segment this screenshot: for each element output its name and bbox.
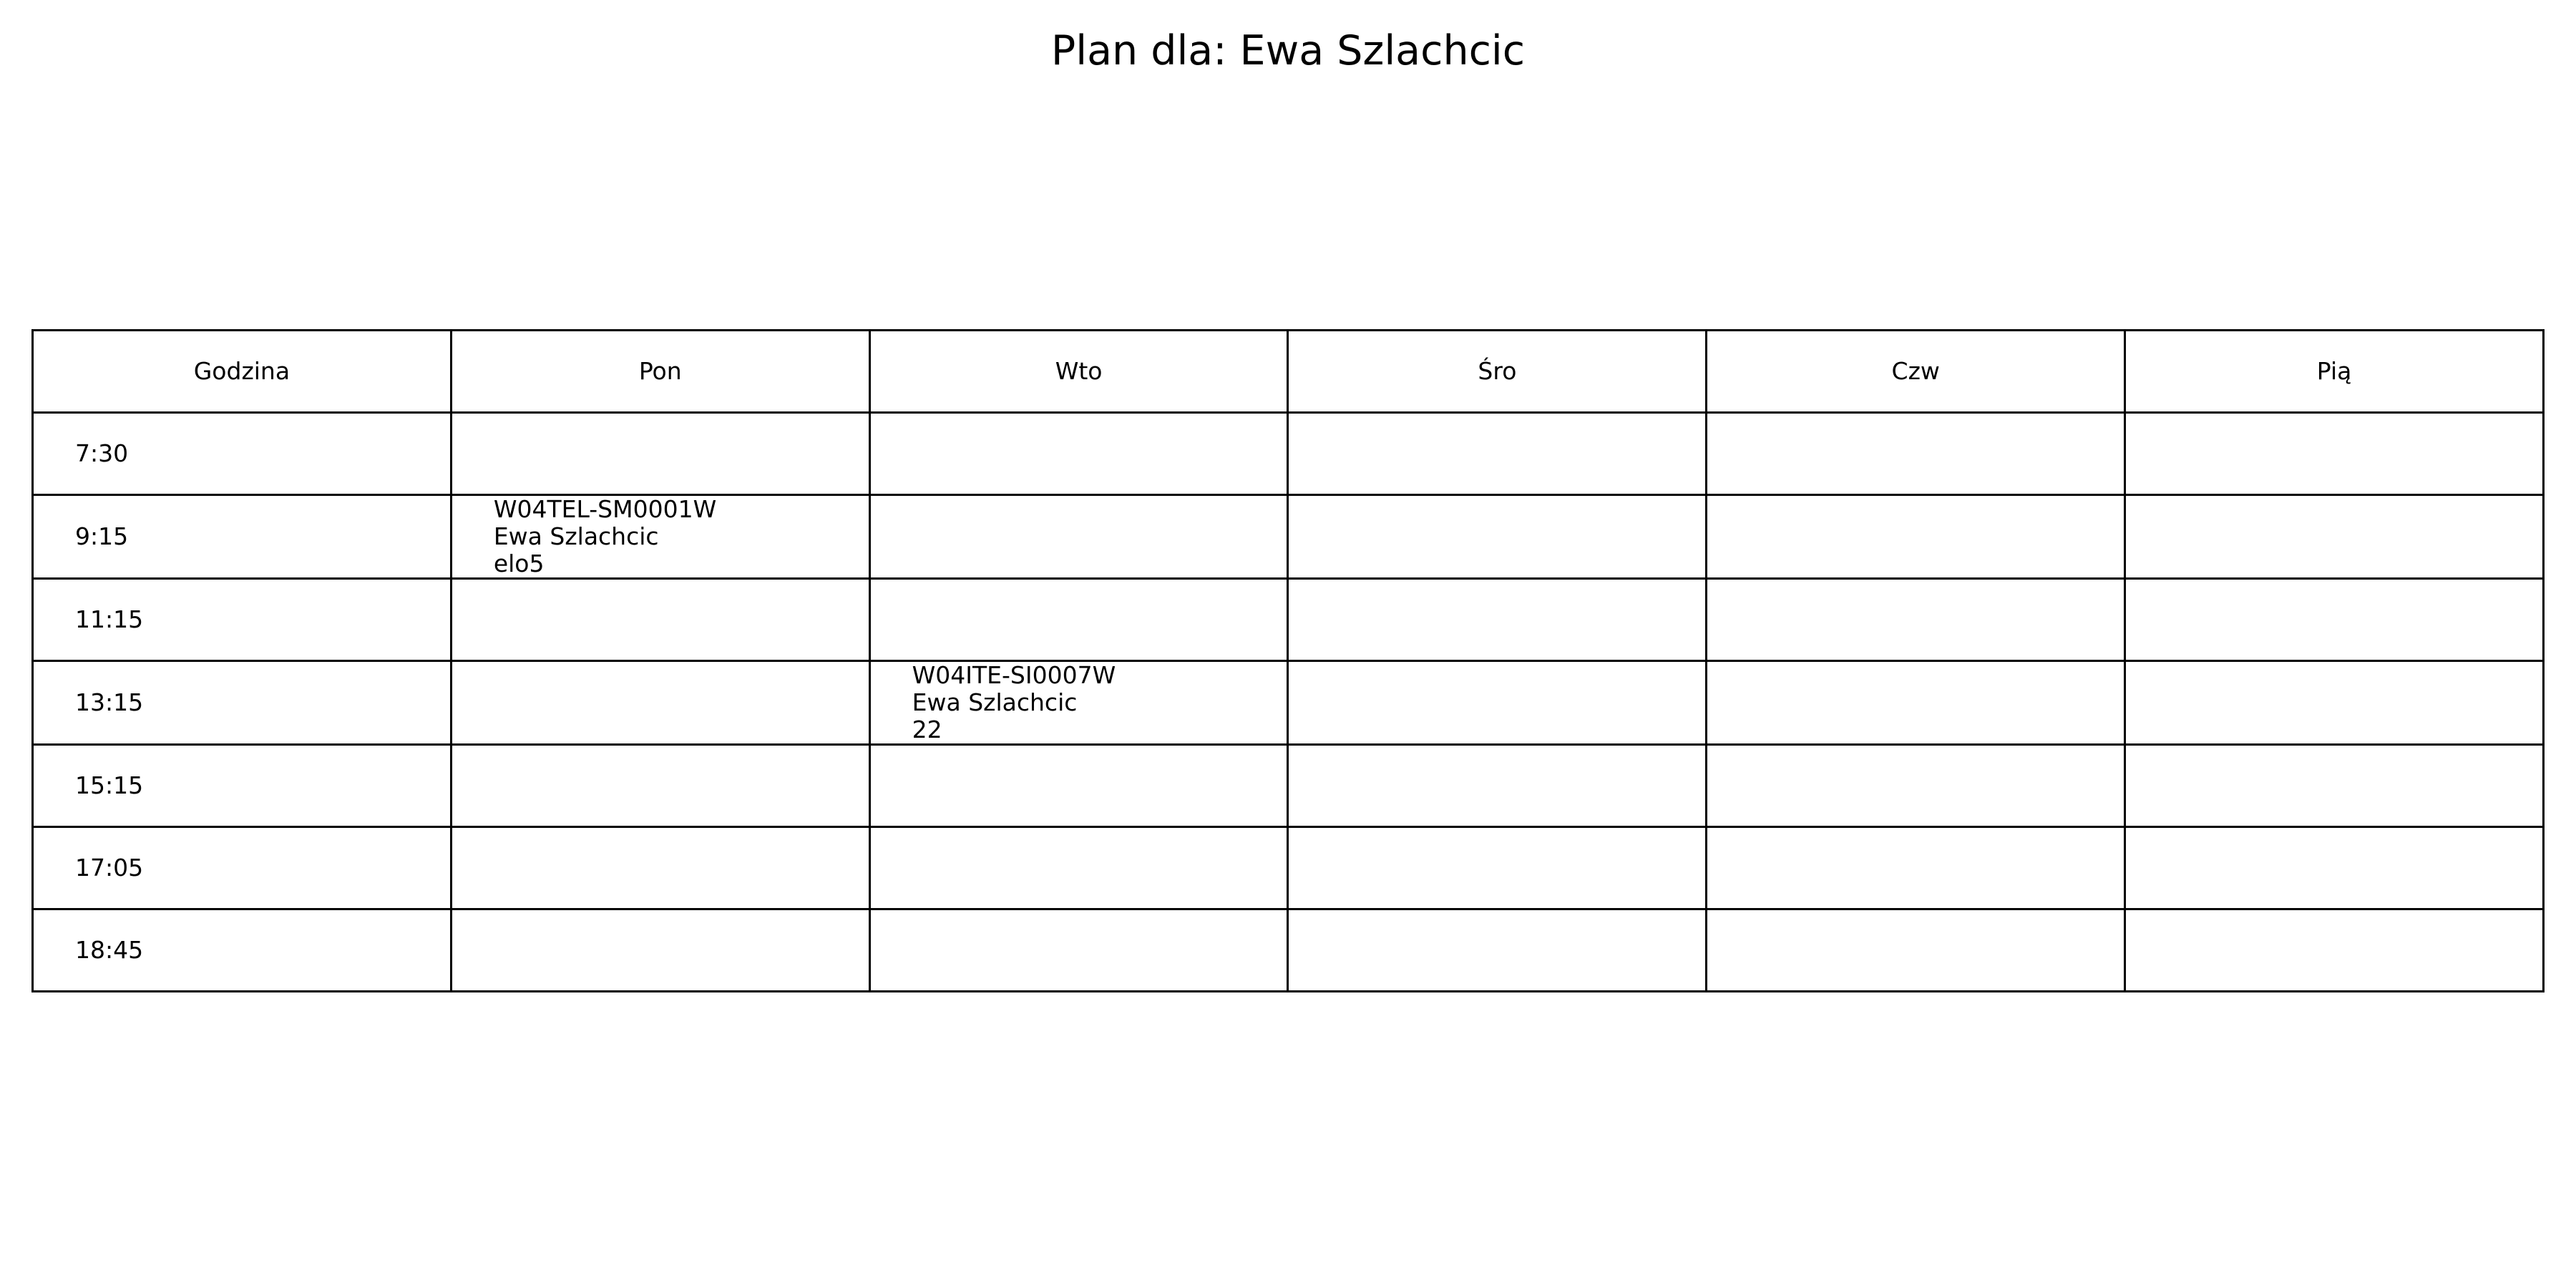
room-label: 22 bbox=[912, 716, 942, 743]
empty-slot-cell bbox=[451, 827, 869, 909]
time-cell: 18:45 bbox=[33, 909, 452, 992]
empty-slot-cell bbox=[1707, 413, 2125, 495]
empty-slot-cell bbox=[451, 661, 869, 745]
empty-slot-cell bbox=[869, 413, 1288, 495]
empty-slot-cell bbox=[2125, 909, 2544, 992]
empty-slot-cell bbox=[2125, 495, 2544, 579]
table-row bbox=[33, 495, 2544, 579]
column-header-day: Śro bbox=[1288, 331, 1707, 413]
empty-slot-cell bbox=[1288, 827, 1707, 909]
time-cell: 7:30 bbox=[33, 413, 452, 495]
empty-slot-cell bbox=[1707, 827, 2125, 909]
instructor-name: Ewa Szlachcic bbox=[493, 522, 659, 550]
header-row bbox=[33, 331, 2544, 413]
empty-slot-cell bbox=[451, 909, 869, 992]
table-row bbox=[33, 745, 2544, 827]
page-title: Plan dla: Ewa Szlachcic bbox=[1050, 27, 1526, 74]
column-header-day: Wto bbox=[869, 331, 1288, 413]
empty-slot-cell bbox=[869, 495, 1288, 579]
course-code: W04TEL-SM0001W bbox=[493, 495, 717, 523]
empty-slot-cell bbox=[1288, 661, 1707, 745]
empty-slot-cell bbox=[869, 827, 1288, 909]
column-header-day: Czw bbox=[1707, 331, 2125, 413]
empty-slot-cell bbox=[1707, 745, 2125, 827]
instructor-name: Ewa Szlachcic bbox=[912, 688, 1078, 716]
time-cell: 9:15 bbox=[33, 495, 452, 579]
empty-slot-cell bbox=[2125, 661, 2544, 745]
time-cell: 13:15 bbox=[33, 661, 452, 745]
empty-slot-cell bbox=[2125, 745, 2544, 827]
empty-slot-cell bbox=[2125, 413, 2544, 495]
class-entry-cell bbox=[451, 495, 869, 579]
empty-slot-cell bbox=[869, 909, 1288, 992]
table-row bbox=[33, 827, 2544, 909]
empty-slot-cell bbox=[1707, 661, 2125, 745]
empty-slot-cell bbox=[1707, 909, 2125, 992]
empty-slot-cell bbox=[1288, 909, 1707, 992]
empty-slot-cell bbox=[451, 745, 869, 827]
table-row bbox=[33, 413, 2544, 495]
room-label: elo5 bbox=[493, 550, 545, 577]
table-row bbox=[33, 579, 2544, 661]
time-cell: 11:15 bbox=[33, 579, 452, 661]
empty-slot-cell bbox=[1288, 413, 1707, 495]
empty-slot-cell bbox=[2125, 827, 2544, 909]
empty-slot-cell bbox=[1707, 495, 2125, 579]
empty-slot-cell bbox=[1288, 745, 1707, 827]
empty-slot-cell bbox=[1288, 579, 1707, 661]
schedule-table bbox=[31, 329, 2545, 992]
column-header-time: Godzina bbox=[33, 331, 452, 413]
empty-slot-cell bbox=[451, 413, 869, 495]
empty-slot-cell bbox=[451, 579, 869, 661]
empty-slot-cell bbox=[1288, 495, 1707, 579]
course-code: W04ITE-SI0007W bbox=[912, 661, 1116, 689]
column-header-day: Pią bbox=[2125, 331, 2544, 413]
table-row bbox=[33, 909, 2544, 992]
time-cell: 15:15 bbox=[33, 745, 452, 827]
empty-slot-cell bbox=[869, 745, 1288, 827]
empty-slot-cell bbox=[1707, 579, 2125, 661]
column-header-day: Pon bbox=[451, 331, 869, 413]
table-row bbox=[33, 661, 2544, 745]
time-cell: 17:05 bbox=[33, 827, 452, 909]
empty-slot-cell bbox=[869, 579, 1288, 661]
empty-slot-cell bbox=[2125, 579, 2544, 661]
class-entry-cell bbox=[869, 661, 1288, 745]
